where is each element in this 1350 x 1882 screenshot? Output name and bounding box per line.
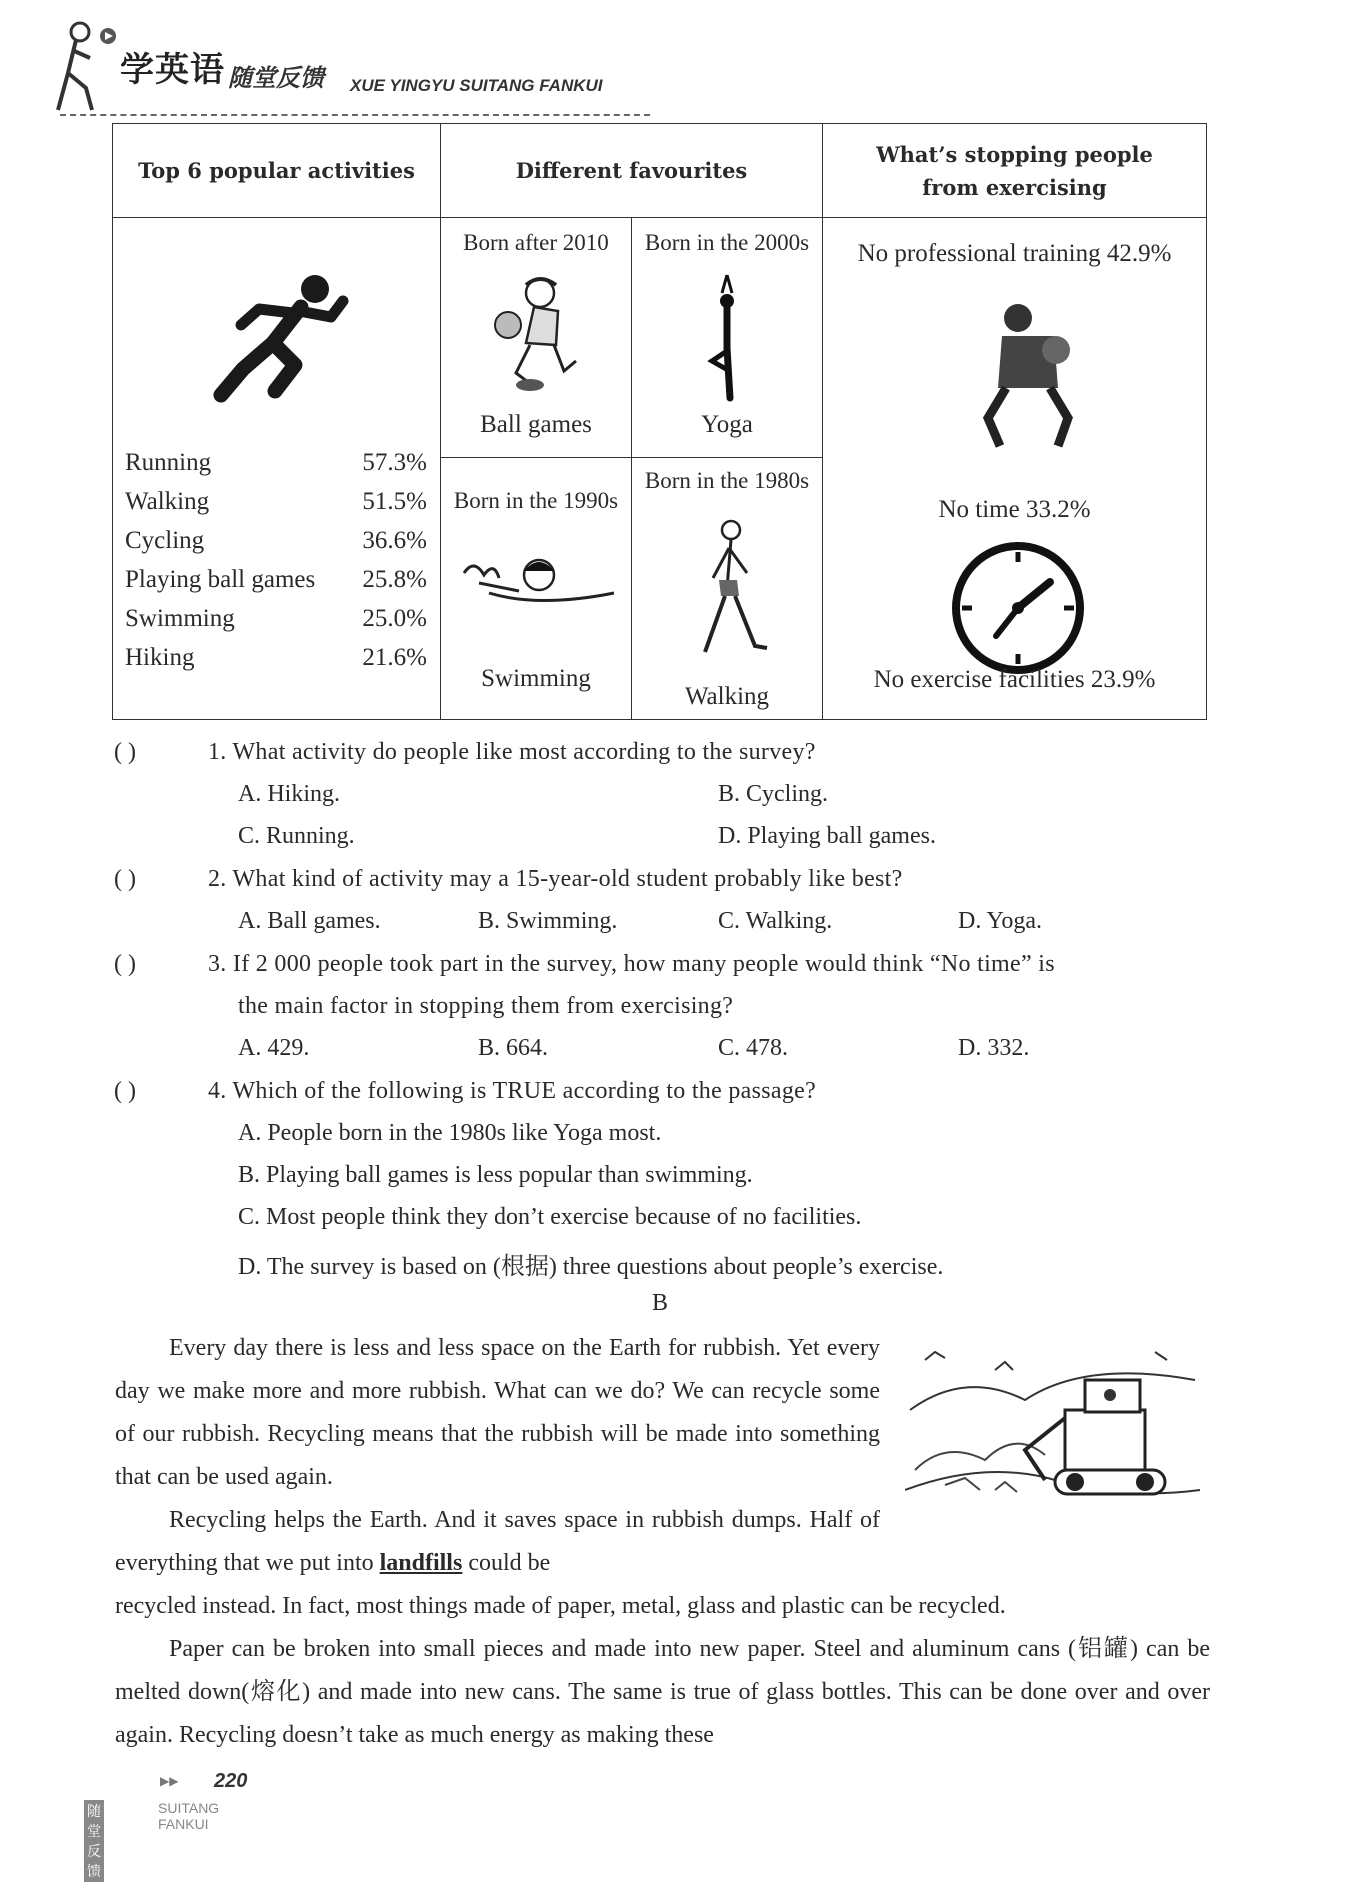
bulldozer-landfill-illustration <box>905 1340 1205 1520</box>
header-subtitle-cn: 随堂反馈 <box>228 64 324 92</box>
fav-label: Born in the 1980s <box>644 468 810 493</box>
fav-1980s-cell <box>632 458 823 720</box>
q1-option-b[interactable]: B. Cycling. <box>718 781 829 807</box>
table-header-favourites: Different favourites <box>441 124 823 218</box>
answer-blank-3[interactable]: ( ) <box>114 951 136 977</box>
reasons-cell <box>823 218 1207 720</box>
question-3-continued: the main factor in stopping them from exercising? <box>238 993 734 1019</box>
fav-2000s-cell <box>632 218 823 458</box>
yoga-figure-icon <box>702 273 752 403</box>
walking-figure-icon <box>687 518 777 658</box>
activity-row-walking <box>125 488 435 516</box>
answer-blank-4[interactable]: ( ) <box>114 1078 136 1104</box>
header-divider <box>60 114 650 116</box>
activity-name: Hiking <box>125 644 195 671</box>
answer-blank-1[interactable]: ( ) <box>114 739 136 765</box>
fav-label: Born after 2010 <box>463 230 609 255</box>
q4-option-d[interactable]: D. The survey is based on (根据) three questions about people’s exercise. <box>238 1254 944 1280</box>
fav-activity: Yoga <box>701 411 753 438</box>
page-header <box>50 18 650 118</box>
activity-pct: 21.6% <box>362 644 427 671</box>
q2-option-d[interactable]: D. Yoga. <box>958 908 1043 934</box>
question-text: If 2 000 people took part in the survey, how many people would think “No time” is <box>232 951 1055 977</box>
activity-name: Walking <box>125 488 210 515</box>
question-number: 3. <box>208 951 227 977</box>
fav-activity: Ball games <box>480 411 592 438</box>
reason-no-time: No time 33.2% <box>938 496 1091 523</box>
activity-pct: 51.5% <box>362 488 427 515</box>
passage-paragraph-2-end: recycled instead. In fact, most things made of paper, metal, glass and plastic can be recycled. <box>115 1593 1006 1619</box>
runner-logo-icon <box>50 18 120 118</box>
activity-row-cycling <box>125 527 435 555</box>
q2-option-a[interactable]: A. Ball games. <box>238 908 381 934</box>
answer-blank-2[interactable]: ( ) <box>114 866 136 892</box>
q4-option-b[interactable]: B. Playing ball games is less popular than swimming. <box>238 1162 753 1188</box>
question-2 <box>208 866 903 893</box>
activities-cell <box>113 218 441 720</box>
q4-option-c[interactable]: C. Most people think they don’t exercise because of no facilities. <box>238 1204 862 1230</box>
table-header-reasons-line2: from exercising <box>922 174 1107 200</box>
footer-label-en: SUITANG FANKUI <box>158 1800 220 1832</box>
activity-name: Cycling <box>125 527 205 554</box>
fav-1990s-cell <box>441 458 632 720</box>
q4-option-a[interactable]: A. People born in the 1980s like Yoga most. <box>238 1120 662 1146</box>
section-b-heading: B <box>652 1290 669 1316</box>
reason-facilities: No exercise facilities 23.9% <box>873 666 1156 693</box>
q3-option-d[interactable]: D. 332. <box>958 1035 1030 1061</box>
header-title-cn: 学英语 <box>120 50 225 90</box>
table-header-reasons <box>823 124 1207 218</box>
question-number: 2. <box>208 866 227 892</box>
q3-option-a[interactable]: A. 429. <box>238 1035 310 1061</box>
page-number: 220 <box>214 1770 248 1792</box>
question-text: What activity do people like most according to the survey? <box>232 739 816 765</box>
question-3 <box>208 951 1055 978</box>
activity-row-running <box>125 449 435 477</box>
fav-label: Born in the 2000s <box>644 230 810 255</box>
q1-option-c[interactable]: C. Running. <box>238 823 355 849</box>
clock-icon <box>948 538 1088 678</box>
question-number: 1. <box>208 739 227 765</box>
activity-pct: 25.0% <box>362 605 427 632</box>
fav-after-2010-cell <box>441 218 632 458</box>
fav-activity: Walking <box>684 683 770 710</box>
fav-label: Born in the 1990s <box>453 488 619 513</box>
question-text: What kind of activity may a 15-year-old student probably like best? <box>232 866 903 892</box>
running-figure-icon <box>203 273 353 403</box>
question-number: 4. <box>208 1078 227 1104</box>
reason-training: No professional training 42.9% <box>857 240 1172 267</box>
passage-text: could be <box>468 1550 551 1576</box>
activity-pct: 36.6% <box>362 527 427 554</box>
activity-name: Running <box>125 449 212 476</box>
question-text: Which of the following is TRUE according to the passage? <box>232 1078 817 1104</box>
activity-pct: 25.8% <box>362 566 427 593</box>
table-header-activities: Top 6 popular activities <box>113 124 441 218</box>
activity-name: Swimming <box>125 605 235 632</box>
activity-row-swimming <box>125 605 435 633</box>
passage-paragraph-3: Paper can be broken into small pieces and made into new paper. Steel and aluminum cans (铝罐) can be melted down(熔化) and made into new cans. The same is true of glass bottles. This can be done over and over again. Recycling doesn’t take as much energy as making these <box>115 1636 1210 1748</box>
activity-row-hiking <box>125 644 435 672</box>
header-title-en: XUE YINGYU SUITANG FANKUI <box>350 76 603 95</box>
passage-paragraph-2-start <box>115 1499 880 1585</box>
activity-row-ball-games <box>125 566 435 594</box>
swimmer-figure-icon <box>459 553 619 613</box>
q2-option-b[interactable]: B. Swimming. <box>478 908 618 934</box>
survey-table <box>112 123 1207 720</box>
question-4 <box>208 1078 816 1105</box>
arrows-icon: ▶▶ <box>160 1774 179 1788</box>
passage-paragraph-1: Every day there is less and less space on the Earth for rubbish. Yet every day we make more and more rubbish. What can we do? We can recycle some of our rubbish. Recycling means that the rubbish will be made into something that can be used again. <box>115 1335 880 1490</box>
q3-option-b[interactable]: B. 664. <box>478 1035 549 1061</box>
question-1 <box>208 739 816 766</box>
passage-text: Recycling helps the Earth. And it saves space in rubbish dumps. Half of everything that we put into <box>115 1507 880 1576</box>
footer-label-cn: 随堂反馈 <box>84 1800 104 1882</box>
keyword-landfills: landfills <box>379 1550 463 1576</box>
fav-activity: Swimming <box>481 665 591 692</box>
activity-name: Playing ball games <box>125 566 316 593</box>
athlete-figure-icon <box>978 298 1078 448</box>
activity-pct: 57.3% <box>362 449 427 476</box>
q1-option-d[interactable]: D. Playing ball games. <box>718 823 936 849</box>
q2-option-c[interactable]: C. Walking. <box>718 908 833 934</box>
q1-option-a[interactable]: A. Hiking. <box>238 781 340 807</box>
ball-player-figure-icon <box>486 273 586 393</box>
q3-option-c[interactable]: C. 478. <box>718 1035 789 1061</box>
table-header-reasons-line1: What’s stopping people <box>876 141 1153 167</box>
